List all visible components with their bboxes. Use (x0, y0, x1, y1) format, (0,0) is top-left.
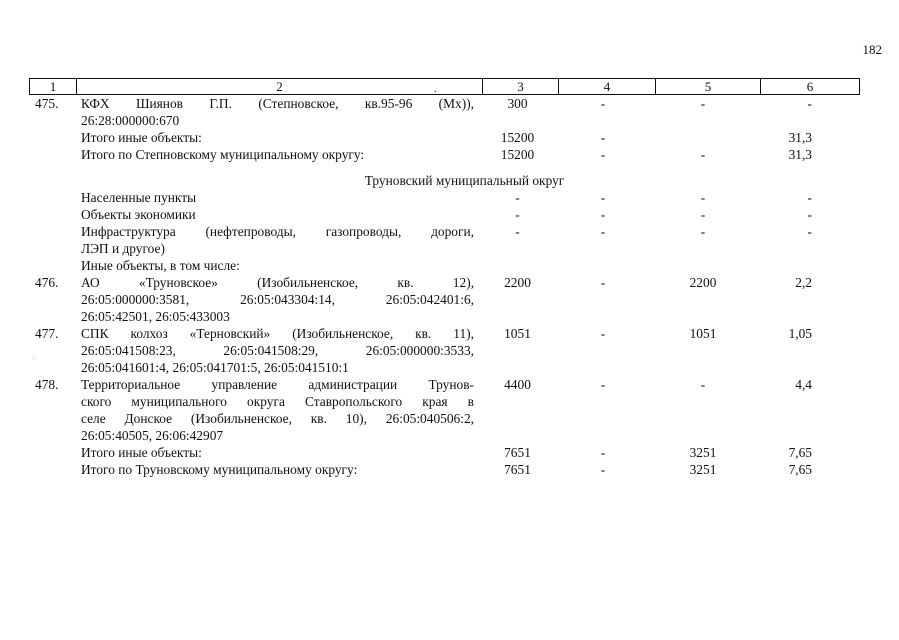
table-row (29, 189, 860, 206)
row-value-col-5: - (700, 377, 706, 392)
row-number (29, 223, 75, 257)
row-value-col-6: 4,4 (795, 377, 812, 392)
row-number (29, 189, 75, 206)
row-value-col-6: 7,65 (788, 445, 812, 460)
description-line: СПК колхоз «Терновский» (Изобильненское, кв. 11), (81, 326, 474, 341)
table-row (29, 444, 860, 461)
row-value-col-3: 300 (507, 96, 528, 111)
row-value-col-3 (480, 257, 555, 274)
row-number: 475. (35, 96, 59, 111)
row-value-col-5: 1051 (689, 326, 717, 341)
row-value-col-4: - (600, 326, 606, 341)
document-table (29, 78, 860, 478)
description-line: Объекты экономики (81, 207, 196, 222)
row-description (75, 189, 480, 206)
row-value-col-3: 4400 (504, 377, 531, 392)
row-value-col-3: 2200 (504, 275, 531, 290)
section-title: Труновский муниципальный округ (364, 173, 565, 188)
row-number (29, 461, 75, 478)
row-value-col-5: - (700, 147, 706, 162)
description-line: Иные объекты, в том числе: (81, 258, 240, 273)
table-row (29, 95, 860, 129)
row-value-col-5 (651, 129, 755, 146)
row-number (29, 206, 75, 223)
row-value-col-4: - (600, 462, 606, 477)
row-value-col-3: - (515, 224, 520, 239)
row-value-col-6 (755, 257, 860, 274)
row-value-col-4: - (600, 130, 606, 145)
row-description (75, 325, 480, 376)
row-number (29, 444, 75, 461)
row-number (29, 257, 75, 274)
row-value-col-5: - (700, 207, 706, 222)
scan-dot: . (434, 84, 437, 95)
table-row (29, 461, 860, 478)
table-row (29, 146, 860, 163)
row-value-col-4: - (600, 207, 606, 222)
row-value-col-3: - (515, 190, 520, 205)
description-line: АО «Труновское» (Изобильненское, кв. 12), (81, 275, 474, 290)
description-line: ского муниципального округа Ставропольского края в (81, 394, 474, 409)
row-value-col-4: - (600, 377, 606, 392)
header-col-3: 3 (483, 79, 559, 94)
row-number (29, 146, 75, 163)
table-body (29, 95, 860, 478)
row-value-col-4: - (600, 96, 606, 111)
description-line: Итого по Труновскому муниципальному округу: (81, 462, 358, 477)
description-line: 26:05:40505, 26:06:42907 (81, 428, 224, 443)
row-value-col-6: 1,05 (788, 326, 812, 341)
scan-speck (33, 358, 34, 359)
row-value-col-4: - (600, 445, 606, 460)
description-line: 26:28:000000:670 (81, 113, 180, 128)
row-description (75, 444, 480, 461)
description-line: 26:05:42501, 26:05:433003 (81, 309, 230, 324)
row-description (75, 146, 480, 163)
row-number: 477. (35, 326, 59, 341)
header-col-4: 4 (559, 79, 656, 94)
row-value-col-3: 15200 (500, 147, 535, 162)
description-line: 26:05:041508:23, 26:05:041508:29, 26:05:000000:3533, (81, 343, 474, 358)
description-line: Инфраструктура (нефтепроводы, газопроводы, дороги, (81, 224, 474, 239)
table-row (29, 223, 860, 257)
table-row (29, 257, 860, 274)
row-description (75, 461, 480, 478)
row-description (75, 129, 480, 146)
description-line: Населенные пункты (81, 190, 197, 205)
row-value-col-4: - (600, 190, 606, 205)
row-value-col-5: 3251 (689, 462, 717, 477)
description-line: КФХ Шиянов Г.П. (Степновское, кв.95-96 (Мх)), (81, 96, 474, 111)
description-line: Итого по Степновскому муниципальному округу: (81, 147, 365, 162)
row-value-col-3: - (515, 207, 520, 222)
row-value-col-6: 31,3 (788, 147, 812, 162)
row-value-col-5: - (700, 190, 706, 205)
header-col-1: 1 (30, 79, 77, 94)
header-col-2: 2 (77, 79, 483, 94)
page-number: 182 (862, 42, 882, 57)
row-value-col-6: - (807, 96, 812, 111)
description-line: Итого иные объекты: (81, 445, 202, 460)
row-number (29, 129, 75, 146)
row-value-col-4: - (600, 275, 606, 290)
table-row (29, 325, 860, 376)
row-value-col-6: - (807, 190, 812, 205)
row-value-col-6: 7,65 (788, 462, 812, 477)
header-col-5: 5 (656, 79, 761, 94)
row-number: 476. (35, 275, 59, 290)
row-number: 478. (35, 377, 59, 392)
trunovsky-group (29, 189, 860, 478)
row-value-col-6: - (807, 224, 812, 239)
description-line: ЛЭП и другое) (81, 241, 165, 256)
row-value-col-3: 7651 (504, 445, 531, 460)
row-value-col-6: - (807, 207, 812, 222)
row-description (75, 257, 480, 274)
header-col-6: 6 (806, 79, 814, 94)
row-value-col-6: 31,3 (788, 130, 812, 145)
table-row (29, 129, 860, 146)
stepnovsky-group (29, 95, 860, 163)
row-value-col-3: 15200 (500, 130, 535, 145)
row-value-col-5: - (700, 96, 706, 111)
row-value-col-5 (651, 257, 755, 274)
row-value-col-4 (555, 257, 651, 274)
description-line: 26:05:000000:3581, 26:05:043304:14, 26:05:042401:6, (81, 292, 474, 307)
row-description (75, 95, 480, 129)
table-row (29, 274, 860, 325)
description-line: Итого иные объекты: (81, 130, 202, 145)
description-line: Территориальное управление администрации Трунов- (81, 377, 474, 392)
table-row (29, 206, 860, 223)
description-line: селе Донское (Изобильненское, кв. 10), 26:05:040506:2, (81, 411, 474, 426)
table-header (29, 78, 860, 95)
row-value-col-3: 7651 (504, 462, 531, 477)
table-row (29, 376, 860, 444)
row-value-col-6: 2,2 (795, 275, 812, 290)
row-description (75, 376, 480, 444)
row-description (75, 274, 480, 325)
row-value-col-3: 1051 (504, 326, 531, 341)
row-description (75, 206, 480, 223)
row-value-col-4: - (600, 147, 606, 162)
description-line: 26:05:041601:4, 26:05:041701:5, 26:05:041510:1 (81, 360, 349, 375)
row-value-col-4: - (600, 224, 606, 239)
row-value-col-5: 3251 (689, 445, 717, 460)
row-value-col-5: - (700, 224, 706, 239)
row-value-col-5: 2200 (689, 275, 717, 290)
row-description (75, 223, 480, 257)
